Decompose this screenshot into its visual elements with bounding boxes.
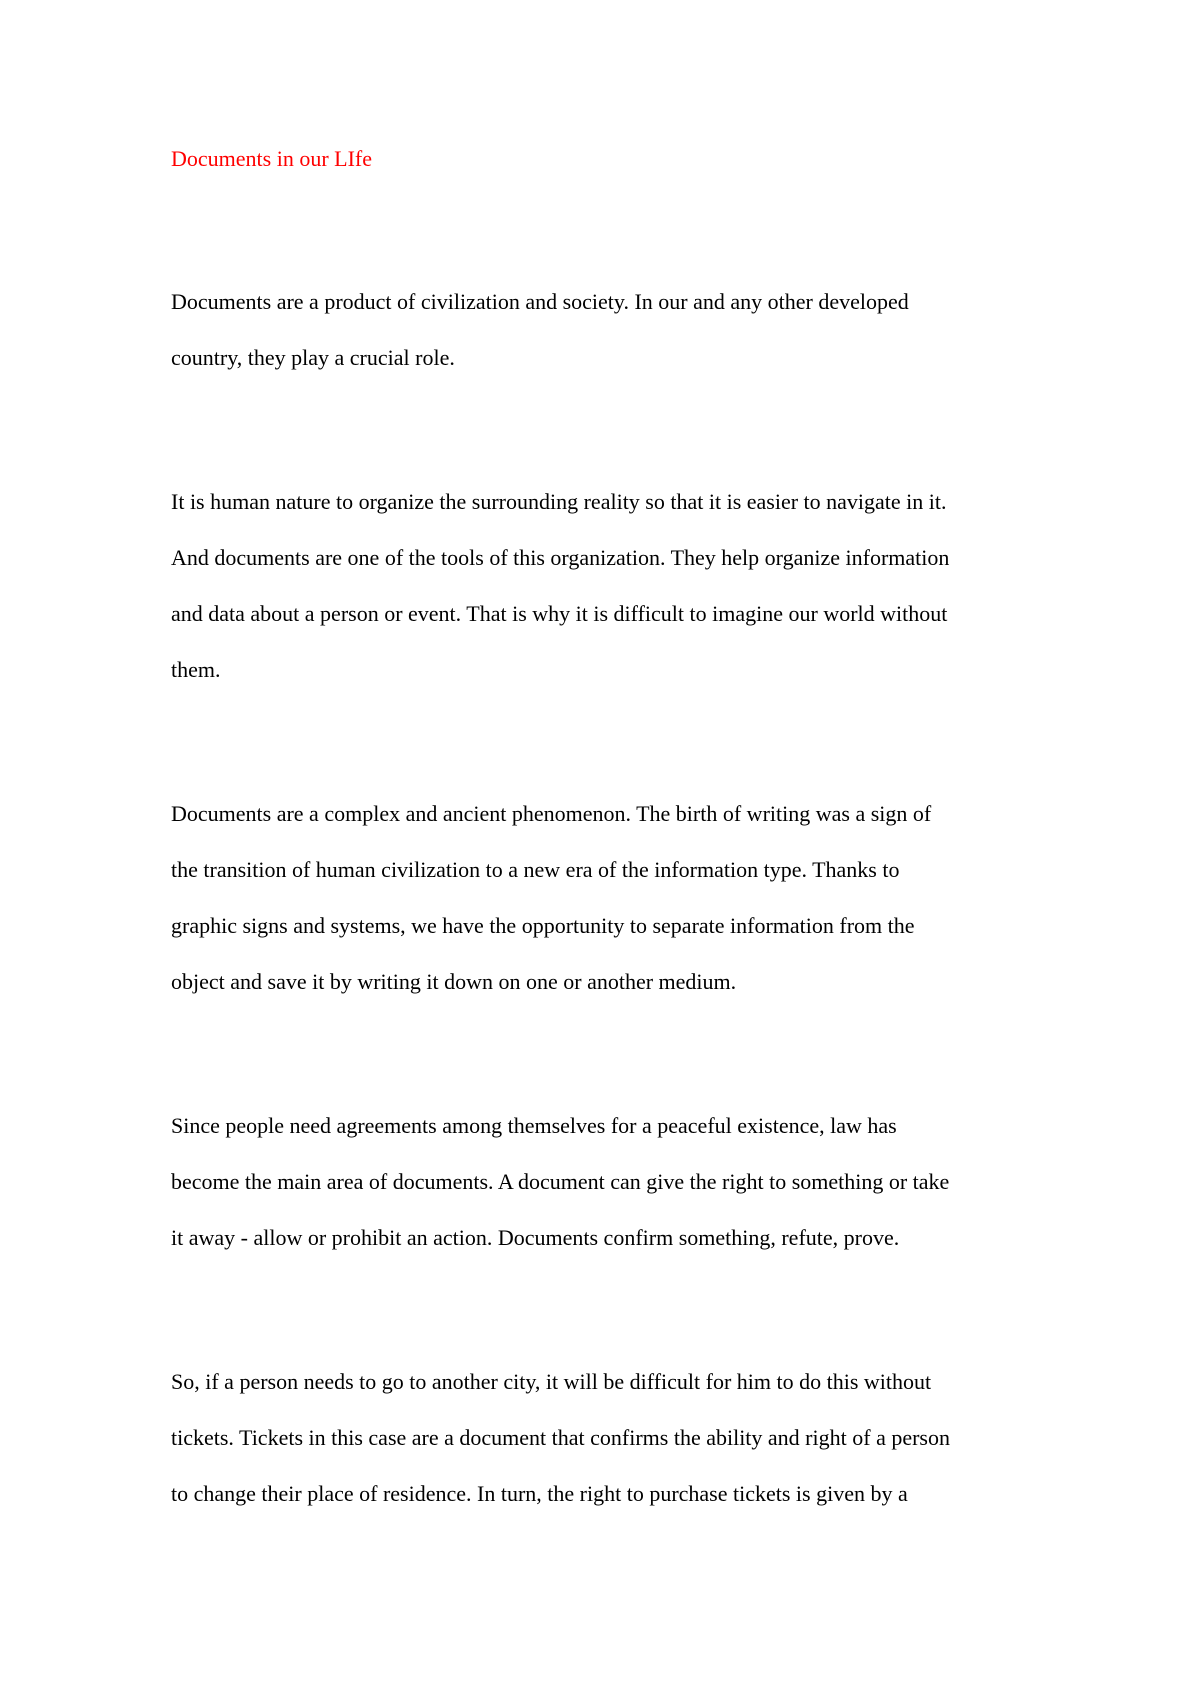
paragraph-line: it away - allow or prohibit an action. Documents confirm something, refute, prove. xyxy=(171,1225,900,1250)
paragraph xyxy=(171,474,1051,698)
paragraph-line: them. xyxy=(171,657,221,682)
paragraph-line: Documents are a complex and ancient phenomenon. The birth of writing was a sign of xyxy=(171,801,932,826)
paragraph-line: Since people need agreements among themselves for a peaceful existence, law has xyxy=(171,1113,897,1138)
paragraph-line: become the main area of documents. A document can give the right to something or take xyxy=(171,1169,950,1194)
paragraph-line: and data about a person or event. That is why it is difficult to imagine our world without xyxy=(171,601,948,626)
paragraph-line: So, if a person needs to go to another city, it will be difficult for him to do this without xyxy=(171,1369,932,1394)
paragraph-line: And documents are one of the tools of this organization. They help organize information xyxy=(171,545,950,570)
paragraph-line: the transition of human civilization to a new era of the information type. Thanks to xyxy=(171,857,900,882)
paragraph-line: tickets. Tickets in this case are a document that confirms the ability and right of a person xyxy=(171,1425,950,1450)
paragraph xyxy=(171,1098,1051,1266)
paragraph-line: to change their place of residence. In turn, the right to purchase tickets is given by a xyxy=(171,1481,908,1506)
paragraph-line: object and save it by writing it down on one or another medium. xyxy=(171,969,737,994)
paragraph-line: country, they play a crucial role. xyxy=(171,345,455,370)
paragraph-line: Documents are a product of civilization and society. In our and any other developed xyxy=(171,289,909,314)
paragraph-line: It is human nature to organize the surrounding reality so that it is easier to navigate in it. xyxy=(171,489,947,514)
paragraph xyxy=(171,274,1051,386)
document-title: Documents in our LIfe xyxy=(171,146,372,171)
paragraph xyxy=(171,1354,1051,1522)
paragraph-line: graphic signs and systems, we have the opportunity to separate information from the xyxy=(171,913,915,938)
paragraph xyxy=(171,786,1051,1010)
